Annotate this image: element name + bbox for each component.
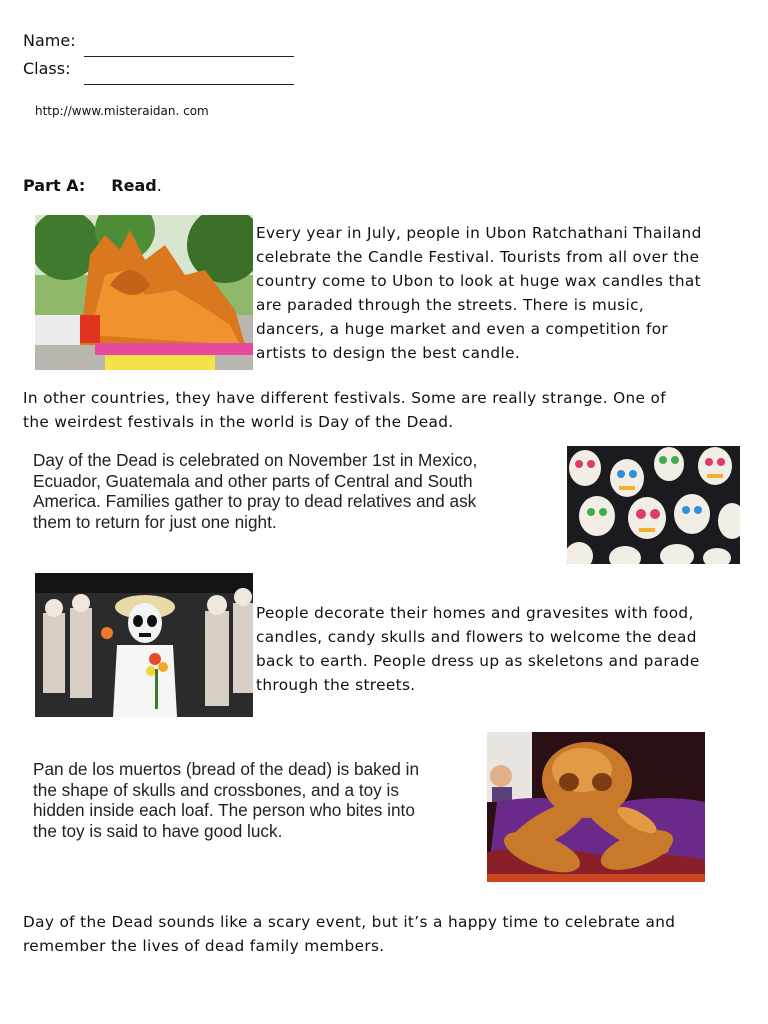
text-line: Every year in July, people in Ubon Ratchathani Thailand (256, 224, 702, 242)
text-line: back to earth. People dress up as skeletons and parade (256, 652, 700, 670)
source-url: http://www.misteraidan. com (35, 104, 209, 118)
day-of-dead-text (33, 450, 477, 532)
text-line: artists to design the best candle. (256, 344, 521, 362)
text-line: dancers, a huge market and even a competition for (256, 320, 669, 338)
part-label: Part A: (23, 176, 86, 195)
text-line: Day of the Dead sounds like a scary event, but it’s a happy time to celebrate and (23, 913, 676, 931)
part-instruction: Read (111, 176, 157, 195)
text-line: are paraded through the streets. There is music, (256, 296, 645, 314)
text-line: America. Families gather to pray to dead relatives and ask (33, 491, 477, 511)
candle-festival-photo (35, 215, 253, 370)
sugar-skulls-photo (567, 446, 740, 564)
closing-text (23, 910, 675, 958)
text-line: the weirdest festivals in the world is Day of the Dead. (23, 413, 454, 431)
part-heading: Part A: Read. (23, 176, 162, 195)
class-line[interactable] (84, 84, 294, 85)
text-line: In other countries, they have different festivals. Some are really strange. One of (23, 389, 666, 407)
bread-text (33, 759, 419, 841)
text-line: candles, candy skulls and flowers to welcome the dead (256, 628, 697, 646)
decorate-text (256, 601, 700, 697)
text-line: Pan de los muertos (bread of the dead) is baked in (33, 759, 419, 779)
text-line: the shape of skulls and crossbones, and a toy is (33, 779, 399, 800)
text-line: celebrate the Candle Festival. Tourists from all over the (256, 248, 700, 266)
bread-of-dead-photo (487, 732, 705, 882)
intro-text (23, 386, 666, 434)
text-line: Ecuador, Guatemala and other parts of Central and South (33, 470, 473, 491)
text-line: them to return for just one night. (33, 511, 277, 532)
text-line: through the streets. (256, 676, 416, 694)
text-line: People decorate their homes and gravesites with food, (256, 604, 694, 622)
name-label: Name: (23, 31, 76, 50)
text-line: the toy is said to have good luck. (33, 820, 283, 841)
name-line[interactable] (84, 56, 294, 57)
class-label: Class: (23, 59, 71, 78)
text-line: country come to Ubon to look at huge wax candles that (256, 272, 701, 290)
text-line: Day of the Dead is celebrated on November 1st in Mexico, (33, 450, 478, 470)
text-line: remember the lives of dead family members. (23, 937, 385, 955)
text-line: hidden inside each loaf. The person who bites into (33, 800, 415, 820)
candle-festival-text (256, 221, 702, 365)
skeleton-parade-photo (35, 573, 253, 717)
